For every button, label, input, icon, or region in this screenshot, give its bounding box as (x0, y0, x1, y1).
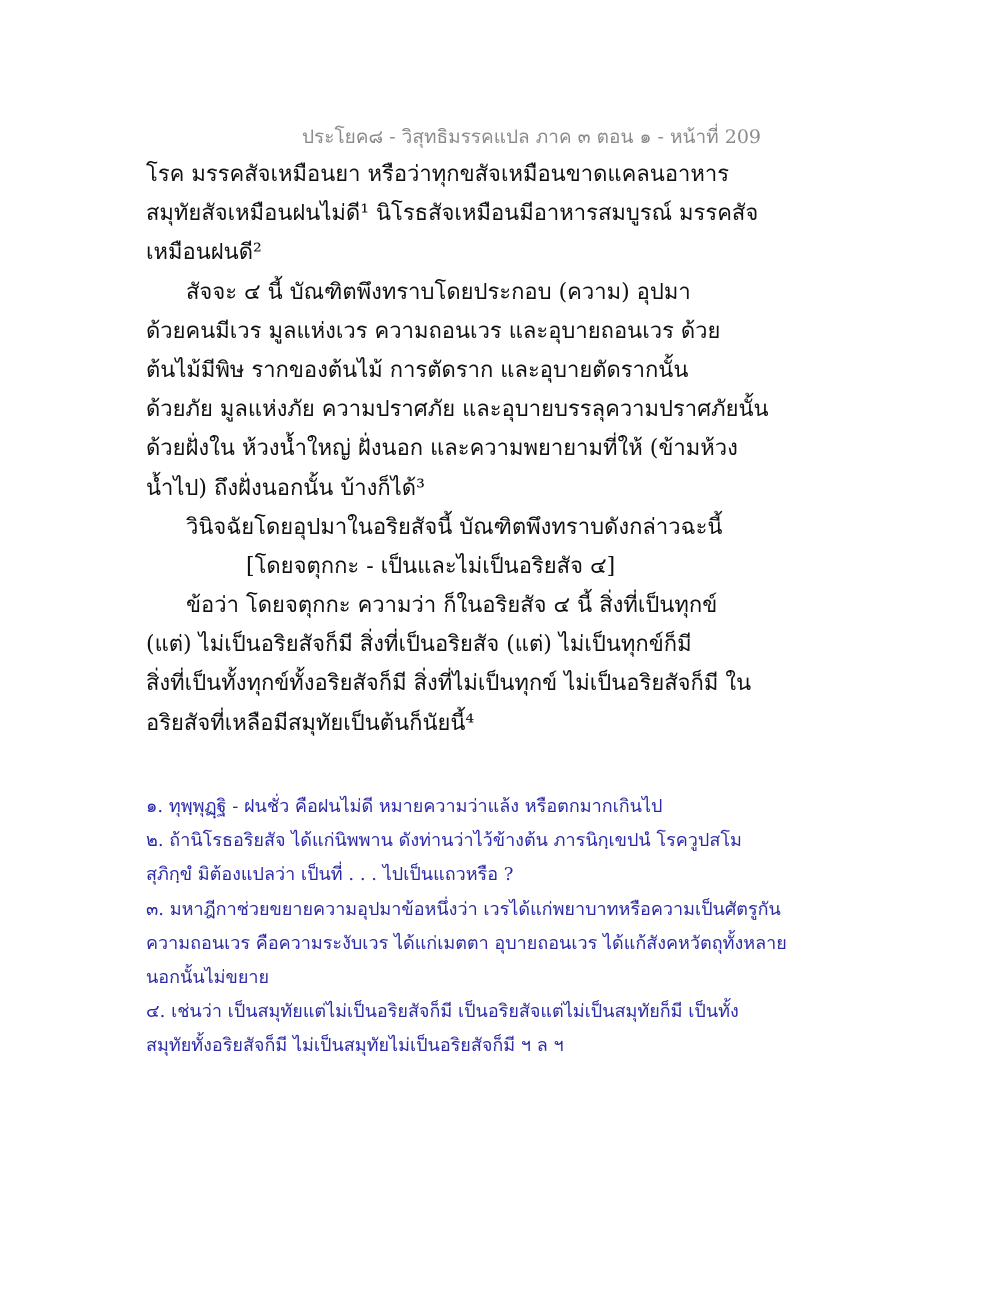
text-line: โรค มรรคสัจเหมือนยา หรือว่าทุกขสัจเหมือนขาดแคลนอาหาร (146, 162, 730, 187)
text-line: (แต่) ไม่เป็นอริยสัจก็มี สิ่งที่เป็นอริยสัจ (แต่) ไม่เป็นทุกข์ก็มี (146, 632, 692, 658)
text-line: วินิจฉัยโดยอุปมาในอริยสัจนี้ บัณฑิตพึงทราบดังกล่าวฉะนี้ (186, 514, 723, 540)
footnotes (146, 790, 866, 1064)
text-line: สมุทัยสัจเหมือนฝนไม่ดี¹ นิโรธสัจเหมือนมีอาหารสมบูรณ์ มรรคสัจ (146, 201, 759, 227)
text-line: ด้วยภัย มูลแห่งภัย ความปราศภัย และอุบายบรรลุความปราศภัยนั้น (146, 397, 769, 423)
text-line: ด้วยคนมีเวร มูลแห่งเวร ความถอนเวร และอุบายถอนเวร ด้วย (146, 318, 721, 344)
section-heading: [โดยจตุกกะ - เป็นและไม่เป็นอริยสัจ ๔] (246, 553, 616, 579)
text-line: ด้วยฝั่งใน ห้วงน้ำใหญ่ ฝั่งนอก และความพยายามที่ให้ (ข้ามห้วง (146, 436, 738, 462)
text-line: ข้อว่า โดยจตุกกะ ความว่า ก็ในอริยสัจ ๔ นี้ สิ่งที่เป็นทุกข์ (186, 593, 718, 619)
text-line: ต้นไม้มีพิษ รากของต้นไม้ การตัดราก และอุบายตัดรากนั้น (146, 357, 689, 383)
footnote-line: สมุทัยทั้งอริยสัจก็มี ไม่เป็นสมุทัยไม่เป็นอริยสัจก็มี ฯ ล ฯ (146, 1035, 564, 1057)
footnote-line: ความถอนเวร คือความระงับเวร ได้แก่เมตตา อุบายถอนเวร ได้แก้สังคหวัตถุทั้งหลาย (146, 932, 787, 954)
footnote-line: ๑. ทุพฺพุฏฺฐิ - ฝนชั่ว คือฝนไม่ดี หมายความว่าแล้ง หรือตกมากเกินไป (146, 796, 663, 817)
text-line: สัจจะ ๔ นี้ บัณฑิตพึงทราบโดยประกอบ (ความ) อุปมา (186, 279, 691, 305)
text-line: สิ่งที่เป็นทั้งทุกข์ทั้งอริยสัจก็มี สิ่งที่ไม่เป็นทุกข์ ไม่เป็นอริยสัจก็มี ใน (146, 671, 752, 697)
footnote-line: นอกนั้นไม่ขยาย (146, 966, 270, 988)
footnote-line: ๔. เช่นว่า เป็นสมุทัยแต่ไม่เป็นอริยสัจก็มี เป็นอริยสัจแต่ไม่เป็นสมุทัยก็มี เป็นทั้ง (146, 1001, 739, 1023)
text-line: น้ำไป) ถึงฝั่งนอกนั้น บ้างก็ได้³ (146, 475, 425, 501)
footnote-line: สุภิกฺขํ มิต้องแปลว่า เป็นที่ . . . ไปเป็นแถวหรือ ? (146, 864, 514, 886)
footnote-line: ๒. ถ้านิโรธอริยสัจ ได้แก่นิพพาน ดังท่านว่าไว้ข้างต้น ภารนิกฺเขปนํ โรควูปสโม (146, 830, 742, 852)
running-header: ประโยค๘ - วิสุทธิมรรคแปล ภาค ๓ ตอน ๑ - หน้าที่ 209 (302, 126, 762, 148)
footnote-line: ๓. มหาฎีกาช่วยขยายความอุปมาข้อหนึ่งว่า เวรได้แก่พยาบาทหรือความเป็นศัตรูกัน (146, 898, 781, 920)
text-line: อริยสัจที่เหลือมีสมุทัยเป็นต้นก็นัยนี้⁴ (146, 710, 475, 736)
text-line: เหมือนฝนดี² (146, 240, 262, 266)
main-text (146, 155, 866, 743)
